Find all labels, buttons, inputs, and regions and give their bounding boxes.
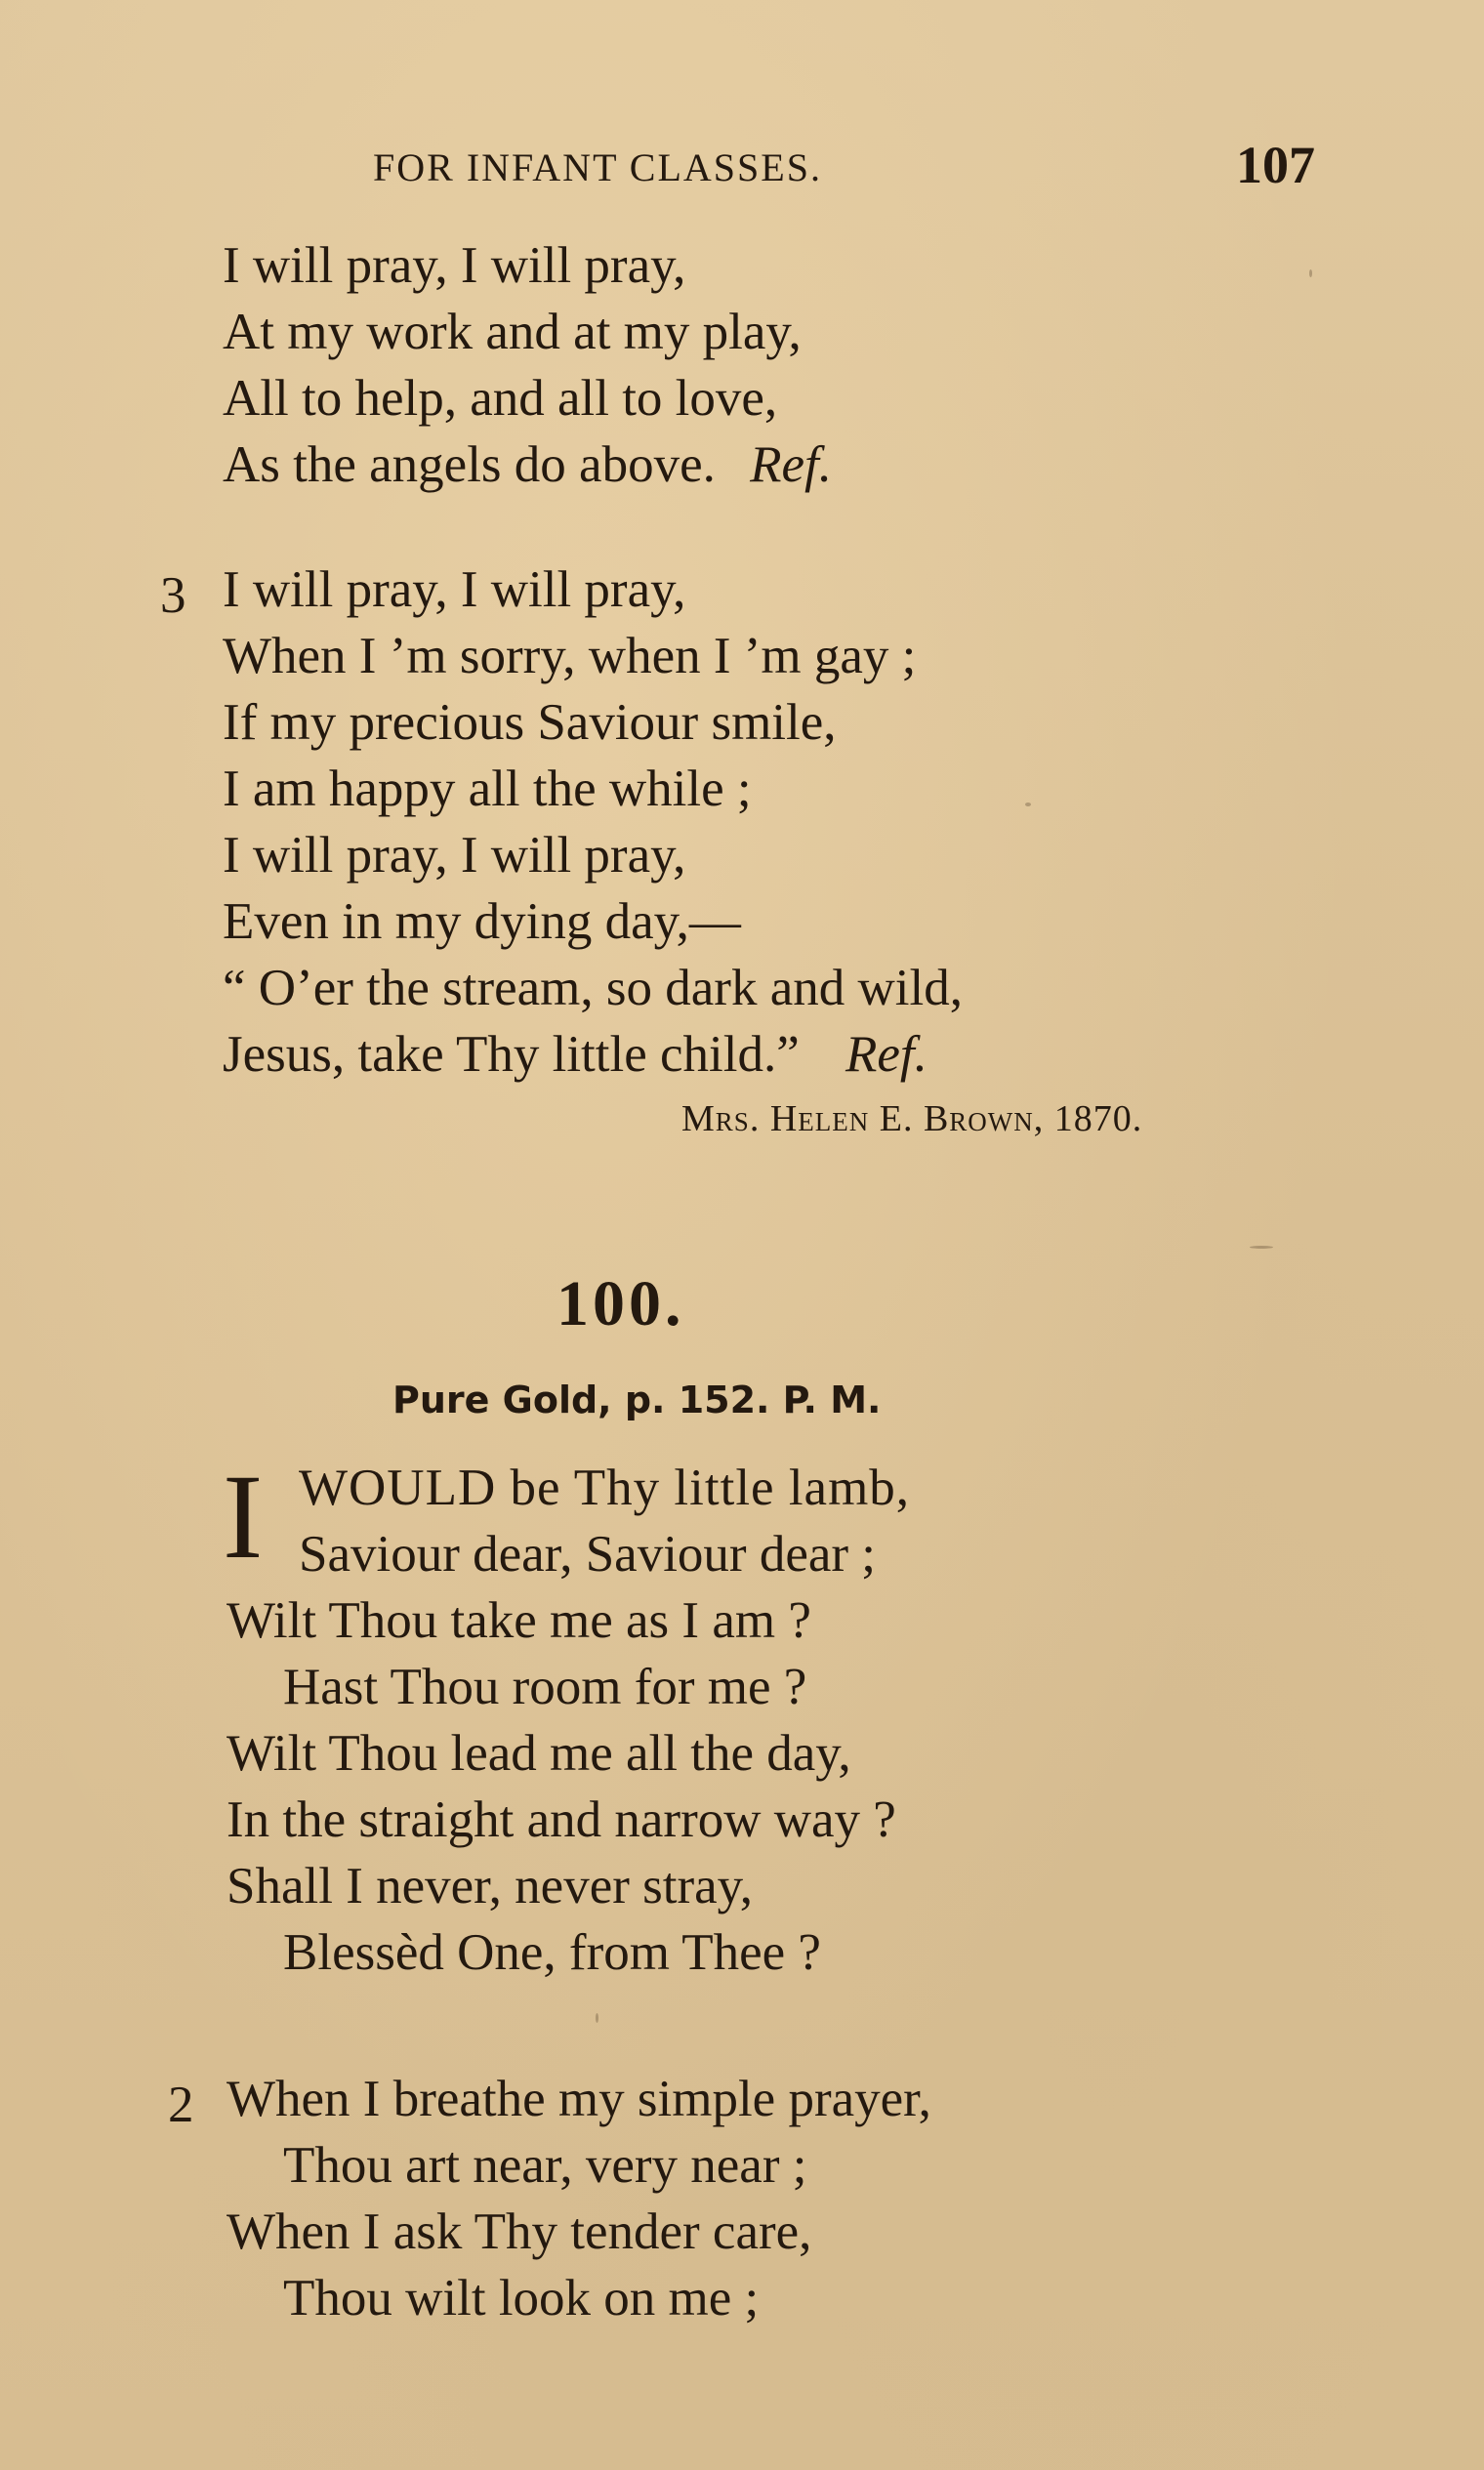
verse-line: When I ’m sorry, when I ’m gay ; <box>223 628 917 684</box>
paper-speck <box>596 2013 598 2023</box>
verse-line: When I ask Thy tender care, <box>227 2203 812 2260</box>
verse-line: Hast Thou room for me ? <box>283 1659 807 1715</box>
verse-text: Jesus, take Thy little child.” <box>223 1026 800 1083</box>
paper-speck <box>1309 269 1312 277</box>
refrain-mark: Ref. <box>845 1026 928 1083</box>
verse-line: I will pray, I will pray, <box>223 561 686 618</box>
verse-line: Wilt Thou take me as I am ? <box>227 1592 811 1649</box>
verse-line: Wilt Thou lead me all the day, <box>227 1725 851 1782</box>
verse-line-with-refrain <box>223 436 832 493</box>
tune-reference: Pure Gold, p. 152. P. M. <box>392 1379 882 1421</box>
author-year: 1870. <box>1053 1098 1143 1139</box>
verse-text: As the angels do above. <box>223 436 716 493</box>
verse-line: Thou wilt look on me ; <box>283 2270 760 2326</box>
verse-line: Thou art near, very near ; <box>283 2137 807 2194</box>
author-name: Mrs. Helen E. Brown, <box>681 1098 1045 1139</box>
verse-line: At my work and at my play, <box>223 304 802 360</box>
refrain-mark: Ref. <box>750 436 832 493</box>
verse-line: “ O’er the stream, so dark and wild, <box>223 960 963 1016</box>
author-attribution <box>681 1097 1142 1140</box>
paper-speck <box>1250 1246 1273 1249</box>
verse-line: Saviour dear, Saviour dear ; <box>299 1526 876 1583</box>
verse-line-with-refrain <box>223 1026 928 1083</box>
verse-line: I will pray, I will pray, <box>223 237 686 294</box>
verse-line: Even in my dying day,— <box>223 893 741 950</box>
verse-line: Shall I never, never stray, <box>227 1858 753 1914</box>
stanza-number: 2 <box>168 2077 194 2133</box>
paper-speck <box>1025 803 1031 806</box>
stanza-number: 3 <box>160 567 186 624</box>
verse-line: WOULD be Thy little lamb, <box>299 1460 911 1516</box>
drop-cap: I <box>223 1450 264 1584</box>
verse-line: I am happy all the while ; <box>223 761 752 817</box>
verse-line: All to help, and all to love, <box>223 370 778 427</box>
page-number: 107 <box>1236 136 1315 194</box>
verse-line: In the straight and narrow way ? <box>227 1791 896 1848</box>
verse-line: I will pray, I will pray, <box>223 827 686 884</box>
verse-line: If my precious Saviour smile, <box>223 694 837 751</box>
hymn-number: 100. <box>556 1268 685 1339</box>
verse-line: When I breathe my simple prayer, <box>227 2071 931 2127</box>
verse-line: Blessèd One, from Thee ? <box>283 1924 821 1981</box>
running-header: FOR INFANT CLASSES. <box>373 145 822 189</box>
